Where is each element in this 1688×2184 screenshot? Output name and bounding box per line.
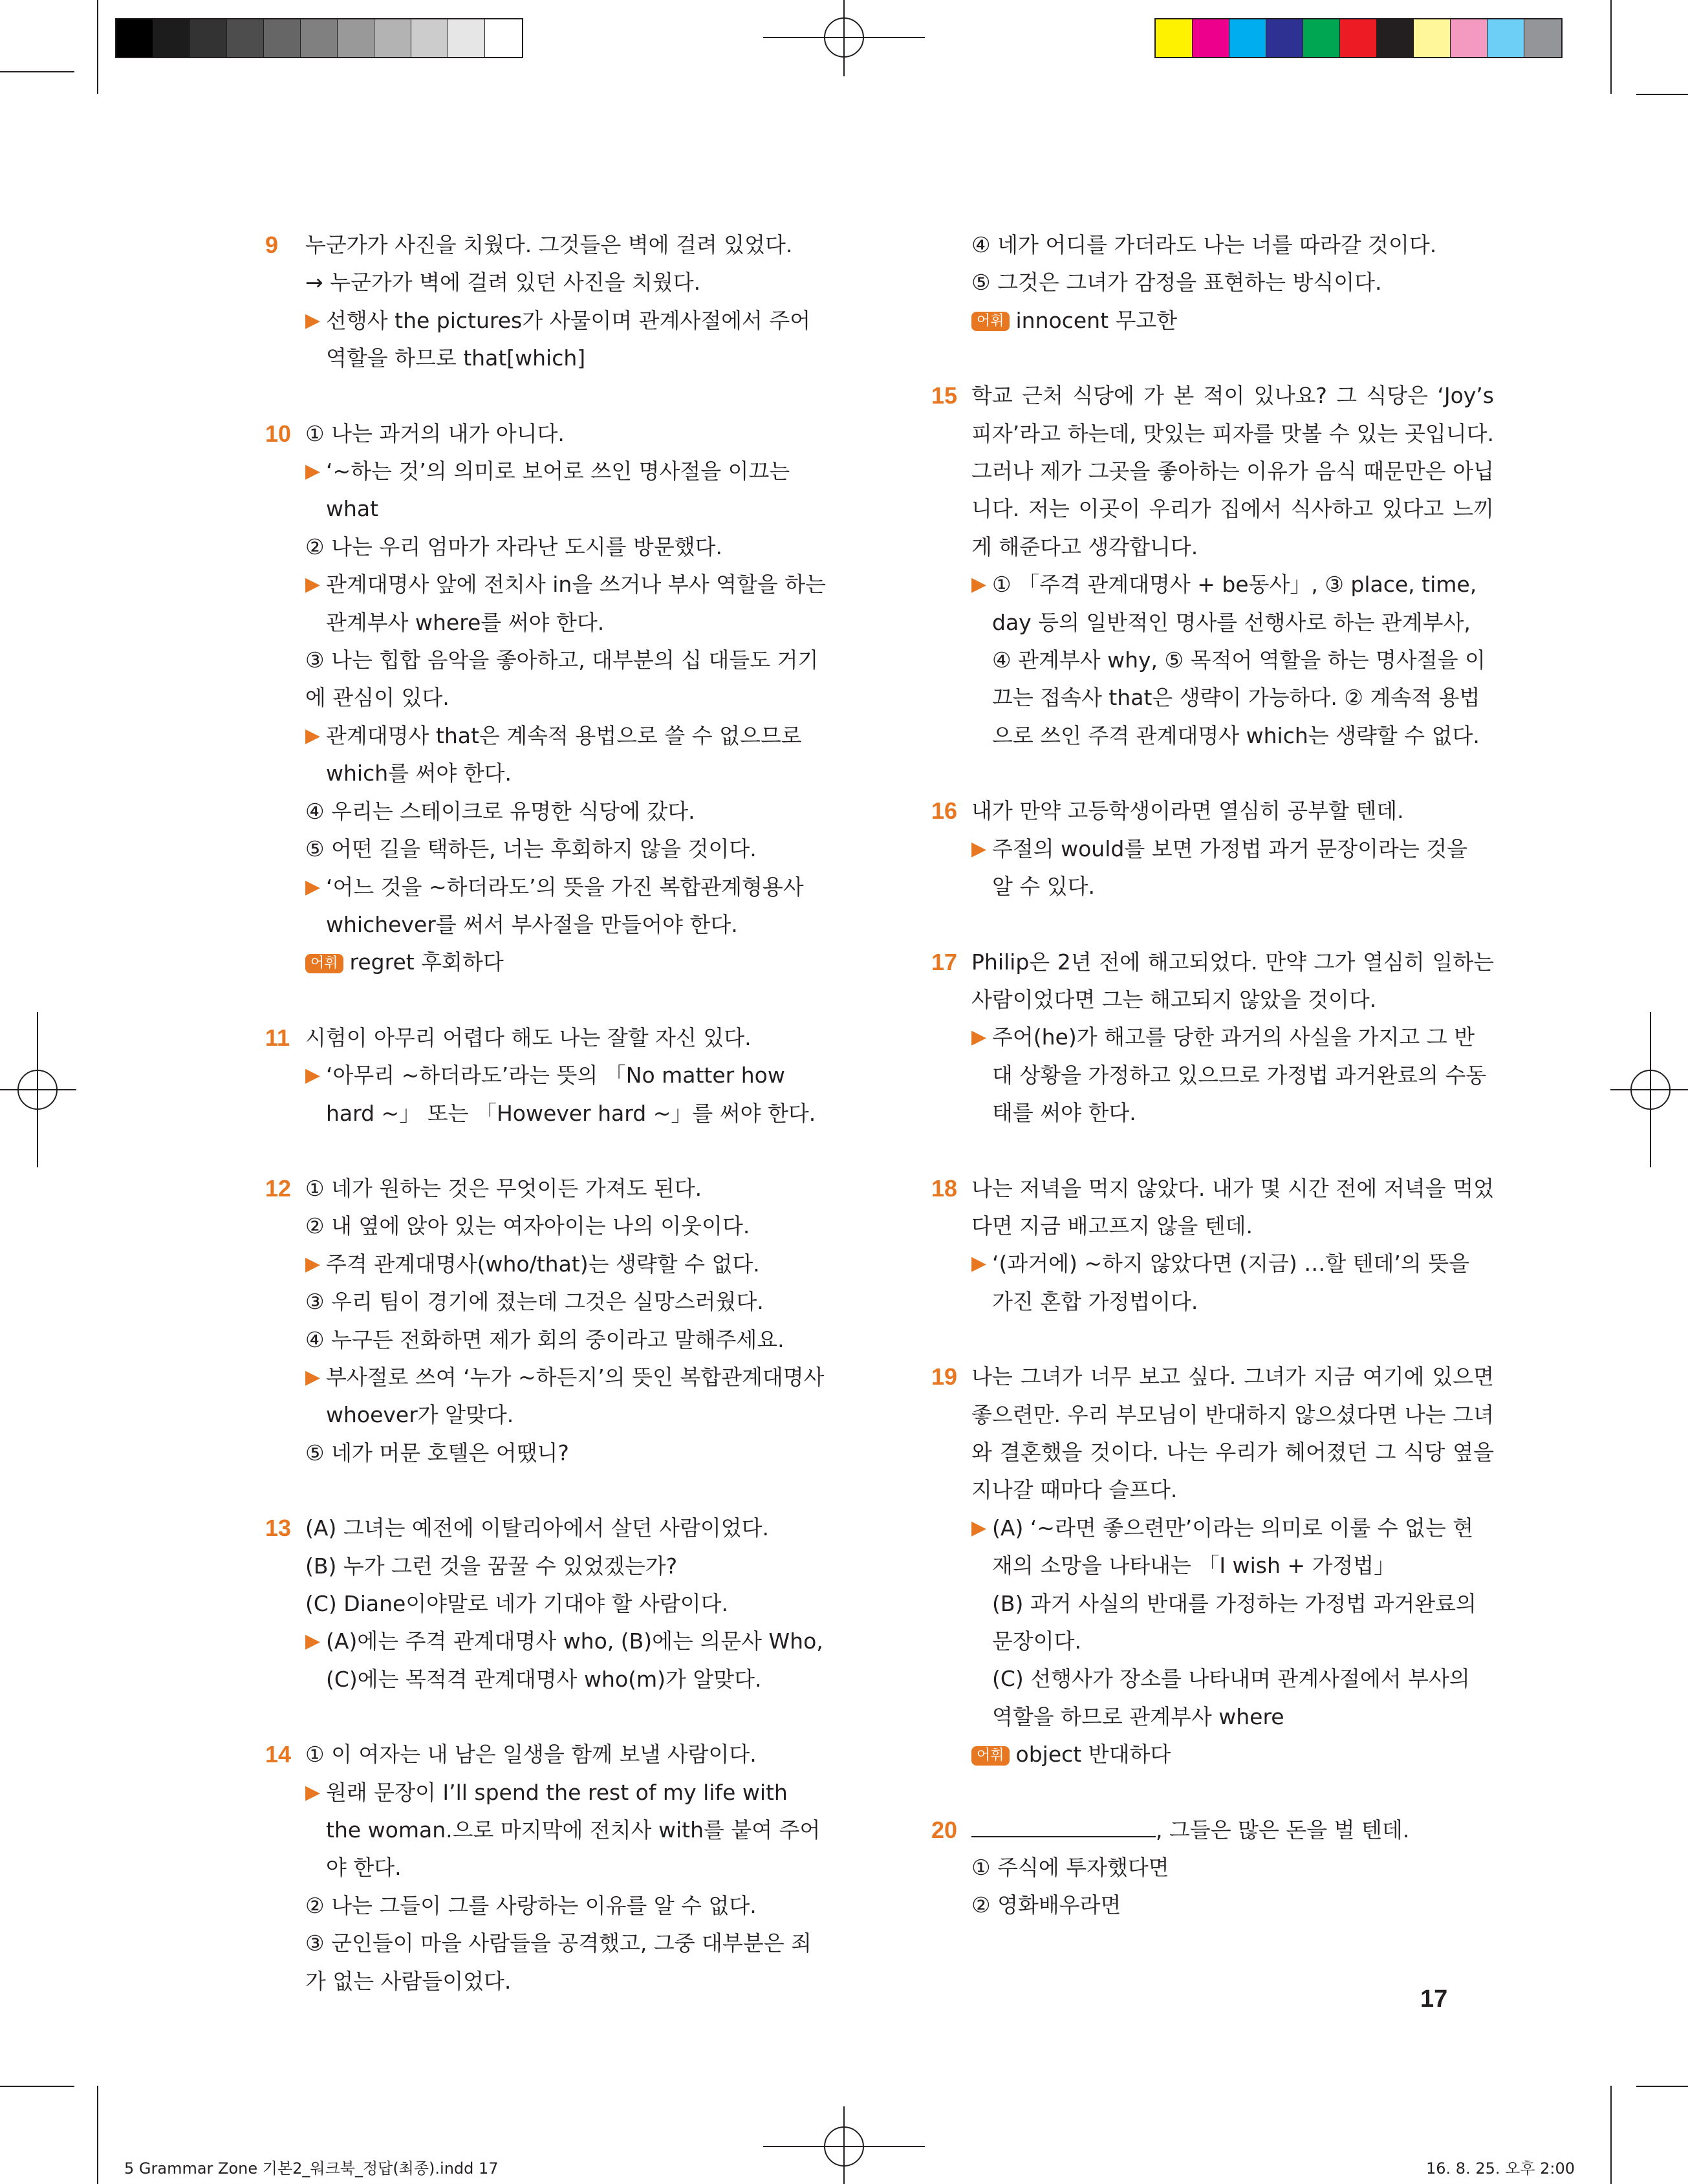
question-number: 12 bbox=[265, 1174, 292, 1202]
color-swatch bbox=[411, 19, 448, 57]
color-swatch bbox=[374, 19, 411, 57]
color-swatch bbox=[448, 19, 485, 57]
answer-item bbox=[931, 1358, 1494, 1773]
registration-mark bbox=[763, 0, 925, 78]
color-swatch-bar bbox=[1154, 18, 1563, 58]
answer-item bbox=[265, 226, 828, 378]
color-swatch bbox=[1156, 19, 1193, 57]
translation-line: ① 네가 원하는 것은 무엇이든 가져도 된다. bbox=[305, 1175, 702, 1201]
question-number: 19 bbox=[931, 1363, 958, 1390]
vocab-badge: 어휘 bbox=[971, 312, 1010, 331]
question-number: 11 bbox=[265, 1024, 290, 1051]
translation-line: 누군가가 사진을 치웠다. 그것들은 벽에 걸려 있었다. bbox=[305, 232, 793, 257]
answer-item bbox=[931, 944, 1494, 1132]
registration-mark bbox=[1610, 1012, 1688, 1167]
question-number: 20 bbox=[931, 1816, 958, 1843]
translation-line: ② 나는 우리 엄마가 자라난 도시를 방문했다. bbox=[305, 534, 722, 559]
color-swatch bbox=[1266, 19, 1303, 57]
arrow-icon: ▶ bbox=[971, 837, 987, 860]
crop-mark bbox=[1636, 94, 1688, 95]
grayscale-swatch-bar bbox=[115, 18, 523, 58]
translation-line: 시험이 아무리 어렵다 해도 나는 잘할 자신 있다. bbox=[305, 1024, 752, 1050]
color-swatch bbox=[1451, 19, 1488, 57]
color-swatch bbox=[301, 19, 338, 57]
color-swatch bbox=[1414, 19, 1451, 57]
translation-line: ⑤ 그것은 그녀가 감정을 표현하는 방식이다. bbox=[971, 270, 1382, 296]
color-swatch bbox=[1524, 19, 1561, 57]
translation-line: ⑤ 어떤 길을 택하든, 너는 후회하지 않을 것이다. bbox=[305, 836, 757, 862]
registration-mark bbox=[763, 2106, 925, 2184]
explanation-note bbox=[305, 869, 828, 944]
translation-line: → 누군가가 벽에 걸려 있던 사진을 치웠다. bbox=[305, 270, 701, 296]
arrow-icon: ▶ bbox=[971, 573, 987, 596]
explanation-note bbox=[971, 1019, 1494, 1132]
translation-line: ① 이 여자는 내 남은 일생을 함께 보낼 사람이다. bbox=[305, 1742, 757, 1768]
answer-blank bbox=[971, 1814, 1156, 1837]
vocab-badge: 어휘 bbox=[971, 1746, 1010, 1766]
translation-line: ⑤ 네가 머문 호텔은 어땠니? bbox=[305, 1440, 569, 1465]
answer-item bbox=[265, 1736, 828, 2000]
explanation-note bbox=[305, 717, 828, 793]
explanation-note bbox=[305, 1774, 828, 1887]
color-swatch bbox=[116, 19, 153, 57]
explanation-text: ‘~하는 것’의 의미로 보어로 쓰인 명사절을 이끄는 what bbox=[326, 459, 790, 522]
explanation-note bbox=[971, 1245, 1494, 1321]
answer-item bbox=[931, 226, 1494, 340]
explanation-note bbox=[971, 830, 1494, 906]
right-answer-column bbox=[931, 226, 1494, 1925]
explanation-note bbox=[305, 566, 828, 642]
vocab-badge: 어휘 bbox=[305, 954, 343, 973]
arrow-icon: ▶ bbox=[305, 1365, 321, 1389]
arrow-icon: ▶ bbox=[305, 1630, 321, 1653]
color-swatch bbox=[1488, 19, 1524, 57]
color-swatch bbox=[1377, 19, 1414, 57]
footer-filename: 5 Grammar Zone 기본2_워크북_정답(최종).indd 17 bbox=[124, 2159, 499, 2178]
translation-line: (B) 누가 그런 것을 꿈꿀 수 있었겠는가? bbox=[305, 1553, 678, 1579]
color-swatch bbox=[227, 19, 264, 57]
explanation-text: ‘(과거에) ~하지 않았다면 (지금) …할 텐데’의 뜻을 가진 혼합 가정법이다. bbox=[992, 1251, 1469, 1314]
arrow-icon: ▶ bbox=[971, 1516, 987, 1539]
crop-mark bbox=[97, 0, 98, 94]
question-number: 14 bbox=[265, 1741, 292, 1768]
crop-mark bbox=[1610, 0, 1612, 94]
vocab-note bbox=[971, 1736, 1494, 1773]
registration-mark bbox=[0, 1012, 78, 1167]
color-swatch bbox=[153, 19, 190, 57]
translation-line: ④ 네가 어디를 가더라도 나는 너를 따라갈 것이다. bbox=[971, 232, 1437, 257]
crop-mark bbox=[1610, 2086, 1612, 2184]
translation-line: ③ 우리 팀이 경기에 졌는데 그것은 실망스러웠다. bbox=[305, 1289, 764, 1315]
translation-line: ② 영화배우라면 bbox=[971, 1892, 1121, 1918]
vocab-note bbox=[305, 944, 828, 981]
translation-line: ② 내 옆에 앉아 있는 여자아이는 나의 이웃이다. bbox=[305, 1213, 750, 1239]
arrow-icon: ▶ bbox=[305, 573, 321, 596]
vocab-note bbox=[971, 302, 1494, 340]
vocab-text: object 반대하다 bbox=[1015, 1742, 1171, 1768]
explanation-text: ① 「주격 관계대명사 + be동사」, ③ place, time, day 등의 일반적인 명사를 선행사로 하는 관계부사, ④ 관계부사 why, ⑤ 목적어 역할을 하는 명사절을 이끄는 접속사 that은 생략이 가능하다. ② 계속적 용법으로 쓰인 주격 관계대명사 which는 생략할 수 없다. bbox=[992, 572, 1486, 748]
translation-line: ③ 나는 힙합 음악을 좋아하고, 대부분의 십 대들도 거기에 관심이 있다. bbox=[305, 647, 819, 711]
translation-line: (C) Diane이야말로 네가 기대야 할 사람이다. bbox=[305, 1591, 729, 1616]
explanation-note bbox=[305, 302, 828, 378]
arrow-icon: ▶ bbox=[305, 1780, 321, 1804]
color-swatch bbox=[1340, 19, 1377, 57]
arrow-icon: ▶ bbox=[305, 875, 321, 898]
explanation-note bbox=[305, 453, 828, 528]
answer-item bbox=[265, 1509, 828, 1698]
color-swatch bbox=[1229, 19, 1266, 57]
answer-item bbox=[265, 1170, 828, 1472]
arrow-icon: ▶ bbox=[305, 460, 321, 483]
answer-item bbox=[265, 415, 828, 982]
explanation-note bbox=[971, 1509, 1494, 1585]
translation-paragraph: 나는 저녁을 먹지 않았다. 내가 몇 시간 전에 저녁을 먹었다면 지금 배고프지 않을 텐데. bbox=[971, 1175, 1494, 1238]
arrow-icon: ▶ bbox=[305, 308, 321, 332]
translation-paragraph: Philip은 2년 전에 해고되었다. 만약 그가 열심히 일하는 사람이었다면 그는 해고되지 않았을 것이다. bbox=[971, 949, 1494, 1012]
color-swatch bbox=[485, 19, 522, 57]
question-number: 15 bbox=[931, 382, 958, 409]
explanation-text: (A)에는 주격 관계대명사 who, (B)에는 의문사 Who, (C)에는 목적격 관계대명사 who(m)가 알맞다. bbox=[326, 1628, 823, 1692]
color-swatch bbox=[1303, 19, 1340, 57]
arrow-icon: ▶ bbox=[971, 1252, 987, 1275]
vocab-text: regret 후회하다 bbox=[349, 949, 504, 975]
explanation-text: 부사절로 쓰여 ‘누가 ~하든지’의 뜻인 복합관계대명사 whoever가 알맞다. bbox=[326, 1364, 825, 1428]
explanation-text: ‘어느 것을 ~하더라도’의 뜻을 가진 복합관계형용사 whichever를 써서 부사절을 만들어야 한다. bbox=[326, 874, 804, 937]
translation-line: ② 나는 그들이 그를 사랑하는 이유를 알 수 없다. bbox=[305, 1892, 757, 1918]
crop-mark bbox=[0, 2086, 74, 2087]
translation-line: ③ 군인들이 마을 사람들을 공격했고, 그중 대부분은 죄가 없는 사람들이었다. bbox=[305, 1930, 812, 1994]
question-number: 13 bbox=[265, 1515, 292, 1542]
footer-timestamp: 16. 8. 25. 오후 2:00 bbox=[1426, 2159, 1575, 2178]
explanation-text: 선행사 the pictures가 사물이며 관계사절에서 주어 역할을 하므로 that[which] bbox=[326, 307, 811, 371]
answer-item bbox=[931, 1811, 1494, 1925]
answer-item bbox=[931, 377, 1494, 755]
left-answer-column bbox=[265, 226, 828, 2000]
translation-line: ① 주식에 투자했다면 bbox=[971, 1855, 1169, 1881]
question-number: 9 bbox=[265, 232, 279, 258]
answer-item bbox=[931, 1170, 1494, 1321]
translation-line: ④ 누구든 전화하면 제가 회의 중이라고 말해주세요. bbox=[305, 1326, 784, 1352]
explanation-text: ‘아무리 ~하더라도’라는 뜻의 「No matter how hard ~」 또는 「However hard ~」를 써야 한다. bbox=[326, 1063, 816, 1126]
explanation-text: (A) ‘~라면 좋으련만’이라는 의미로 이룰 수 없는 현재의 소망을 나타내는 「I wish + 가정법」 bbox=[992, 1515, 1474, 1579]
translation-paragraph: 학교 근처 식당에 가 본 적이 있나요? 그 식당은 ‘Joy’s 피자’라고 하는데, 맛있는 피자를 맛볼 수 있는 곳입니다. 그러나 제가 그곳을 좋아하는 이유가 음식 때문만은 아닙니다. 저는 이곳이 우리가 집에서 식사하고 있다고 느끼게 해준다고 생각합니다. bbox=[971, 383, 1494, 559]
explanation-note bbox=[305, 1057, 828, 1132]
explanation-text: 원래 문장이 I’ll spend the rest of my life with the woman.으로 마지막에 전치사 with를 붙여 주어야 한다. bbox=[326, 1779, 821, 1881]
question-number: 10 bbox=[265, 420, 292, 447]
fill-blank-line bbox=[971, 1811, 1494, 1849]
translation-line: (A) 그녀는 예전에 이탈리아에서 살던 사람이었다. bbox=[305, 1515, 769, 1541]
explanation-text: 관계대명사 앞에 전치사 in을 쓰거나 부사 역할을 하는 관계부사 where를 써야 한다. bbox=[326, 572, 826, 635]
crop-mark bbox=[1636, 2086, 1688, 2087]
explanation-subitem: (B) 과거 사실의 반대를 가정하는 가정법 과거완료의 문장이다. bbox=[992, 1590, 1477, 1654]
question-number: 17 bbox=[931, 948, 958, 975]
page-number: 17 bbox=[1420, 1985, 1448, 2013]
explanation-note bbox=[305, 1246, 828, 1283]
explanation-note bbox=[971, 566, 1494, 755]
arrow-icon: ▶ bbox=[305, 1252, 321, 1275]
answer-item bbox=[931, 792, 1494, 905]
crop-mark bbox=[0, 71, 74, 72]
crop-mark bbox=[97, 2086, 98, 2184]
explanation-text: 주어(he)가 해고를 당한 과거의 사실을 가지고 그 반대 상황을 가정하고 있으므로 가정법 과거완료의 수동태를 써야 한다. bbox=[992, 1024, 1487, 1126]
color-swatch bbox=[338, 19, 374, 57]
question-number: 18 bbox=[931, 1174, 958, 1202]
explanation-text: 주절의 would를 보면 가정법 과거 문장이라는 것을 알 수 있다. bbox=[992, 836, 1467, 900]
color-swatch bbox=[264, 19, 301, 57]
blank-sentence-text: , 그들은 많은 돈을 벌 텐데. bbox=[1156, 1817, 1410, 1843]
translation-paragraph: 나는 그녀가 너무 보고 싶다. 그녀가 지금 여기에 있으면 좋으련만. 우리 부모님이 반대하지 않으셨다면 나는 그녀와 결혼했을 것이다. 나는 우리가 헤어졌던 그 식당 옆을 지나갈 때마다 슬프다. bbox=[971, 1364, 1494, 1503]
explanation-text: 관계대명사 that은 계속적 용법으로 쓸 수 없으므로 which를 써야 한다. bbox=[326, 722, 802, 786]
color-swatch bbox=[190, 19, 227, 57]
vocab-text: innocent 무고한 bbox=[1015, 307, 1178, 333]
arrow-icon: ▶ bbox=[971, 1026, 987, 1049]
explanation-note bbox=[305, 1359, 828, 1434]
explanation-subitem: (C) 선행사가 장소를 나타내며 관계사절에서 부사의 역할을 하므로 관계부사 where bbox=[992, 1666, 1470, 1729]
arrow-icon: ▶ bbox=[305, 1064, 321, 1087]
question-number: 16 bbox=[931, 797, 958, 825]
translation-line: 내가 만약 고등학생이라면 열심히 공부할 텐데. bbox=[971, 798, 1404, 824]
answer-item bbox=[265, 1019, 828, 1132]
explanation-note bbox=[305, 1623, 828, 1698]
translation-line: ④ 우리는 스테이크로 유명한 식당에 갔다. bbox=[305, 798, 695, 824]
translation-line: ① 나는 과거의 내가 아니다. bbox=[305, 420, 565, 446]
color-swatch bbox=[1193, 19, 1229, 57]
explanation-text: 주격 관계대명사(who/that)는 생략할 수 없다. bbox=[326, 1251, 760, 1277]
arrow-icon: ▶ bbox=[305, 724, 321, 747]
